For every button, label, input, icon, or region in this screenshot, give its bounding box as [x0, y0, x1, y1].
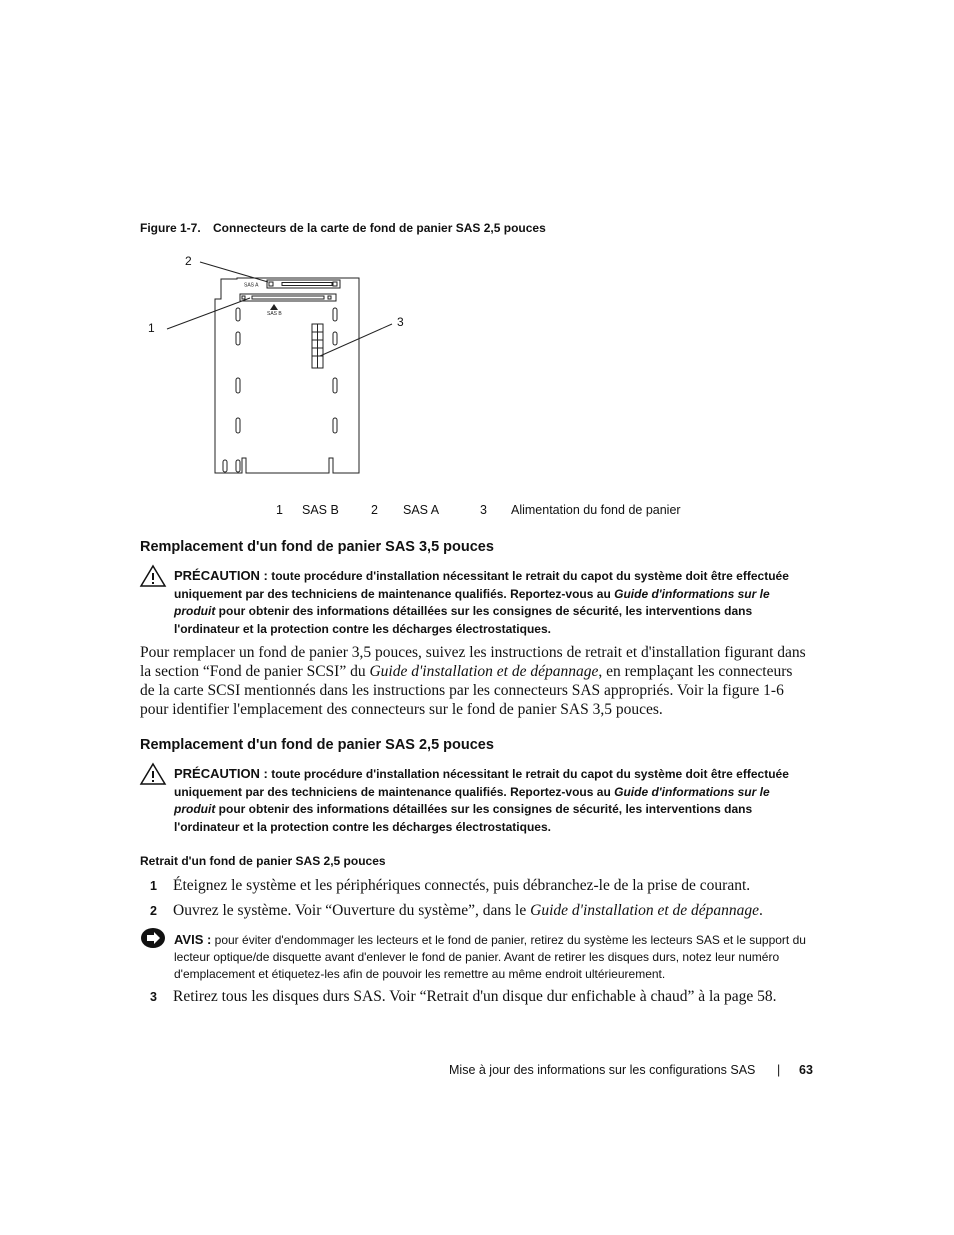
- notice-icon: [140, 927, 166, 954]
- step-text-2: [173, 902, 763, 920]
- caution-label: PRÉCAUTION :: [174, 568, 268, 583]
- step-number-1: 1: [150, 879, 157, 893]
- page-number: 63: [799, 1063, 813, 1077]
- notice-text: [174, 931, 814, 983]
- callout-1: 1: [148, 321, 155, 335]
- footer-separator: |: [777, 1063, 781, 1077]
- step-text-3: Retirez tous les disques durs SAS. Voir “Retrait d'un disque dur enfichable à chaud” à la page 58.: [173, 988, 777, 1005]
- caution-text-end: pour obtenir des informations détaillées sur les consignes de sécurité, les interventions dans l'ordinateur et la protection contre les décharges électrostatiques.: [174, 802, 753, 834]
- caution-icon: [139, 762, 167, 791]
- legend-label-2: SAS A: [403, 503, 440, 517]
- step-number-2: 2: [150, 904, 157, 918]
- caution-ref: Guide d'informations sur le produit: [174, 784, 770, 816]
- section-heading-sas-2-5: Remplacement d'un fond de panier SAS 2,5 pouces: [140, 737, 494, 753]
- para-text: Pour remplacer un fond de panier 3,5 pouces, suivez les instructions de retrait et d'installation figurant dans la section “Fond de panier SCSI” du: [140, 644, 806, 680]
- notice-label: AVIS :: [174, 932, 212, 947]
- callout-3: 3: [397, 315, 404, 329]
- notice-body: pour éviter d'endommager les lecteurs et le fond de panier, retirez du système les lecteurs SAS et le support du lecteur optique/de disquette avant d'enlever le fond de panier. Avant de retirer les disques durs, notez leur numéro d'emplacement et étiquetez-les afin de pouvoir les remettre au même endroit ultérieurement.: [174, 933, 806, 981]
- caution-label: PRÉCAUTION :: [174, 766, 268, 781]
- legend-num-3: 3: [480, 503, 487, 517]
- legend-label-1: SAS B: [302, 503, 339, 517]
- step2-ref: Guide d'installation et de dépannage: [530, 902, 760, 919]
- section1-paragraph: [140, 643, 810, 719]
- figure-caption: [140, 221, 546, 235]
- backplane-diagram: [140, 248, 700, 488]
- section-heading-sas-3-5: Remplacement d'un fond de panier SAS 3,5 pouces: [140, 539, 494, 555]
- subheading-retrait: Retrait d'un fond de panier SAS 2,5 pouces: [140, 854, 386, 868]
- legend-label-3: Alimentation du fond de panier: [511, 503, 681, 517]
- sas-a-connector: [267, 280, 340, 288]
- callout-2: 2: [185, 254, 192, 268]
- legend-num-1: 1: [276, 503, 283, 517]
- board-outline: [215, 278, 359, 473]
- board-label-sas-a: SAS A: [244, 282, 259, 289]
- step-text-1: Éteignez le système et les périphériques connectés, puis débranchez-le de la prise de courant.: [173, 877, 751, 894]
- para-ref: Guide d'installation et de dépannage: [369, 663, 599, 680]
- caution-ref: Guide d'informations sur le produit: [174, 586, 770, 618]
- caution-note-1: [174, 567, 814, 638]
- para-text-end: , en remplaçant les connecteurs de la carte SCSI mentionnés dans les instructions par les connecteurs SAS appropriés. Voir la figure 1-6 pour identifier l'emplacement des connecteurs sur le fond de panier SAS 3,5 pouces.: [140, 663, 793, 718]
- caution-text-end: pour obtenir des informations détaillées sur les consignes de sécurité, les interventions dans l'ordinateur et la protection contre les décharges électrostatiques.: [174, 604, 753, 636]
- caution-text: toute procédure d'installation nécessitant le retrait du capot du système doit être effectuée uniquement par des techniciens de maintenance qualifiés. Reportez-vous au: [174, 569, 789, 601]
- caution-icon: [139, 564, 167, 593]
- caution-text: toute procédure d'installation nécessitant le retrait du capot du système doit être effectuée uniquement par des techniciens de maintenance qualifiés. Reportez-vous au: [174, 767, 789, 799]
- caution-note-2: [174, 765, 814, 836]
- legend-num-2: 2: [371, 503, 378, 517]
- step-number-3: 3: [150, 990, 157, 1004]
- board-label-sas-b: SAS B: [267, 311, 282, 317]
- footer-title: Mise à jour des informations sur les configurations SAS: [449, 1063, 756, 1077]
- step2-text: Ouvrez le système. Voir “Ouverture du système”, dans le: [173, 902, 531, 919]
- figure-title: Connecteurs de la carte de fond de panier SAS 2,5 pouces: [213, 221, 546, 235]
- backplane-figure: [140, 248, 700, 493]
- step2-end: .: [759, 902, 763, 919]
- figure-number: Figure 1-7.: [140, 221, 201, 235]
- sas-b-connector: [240, 294, 336, 301]
